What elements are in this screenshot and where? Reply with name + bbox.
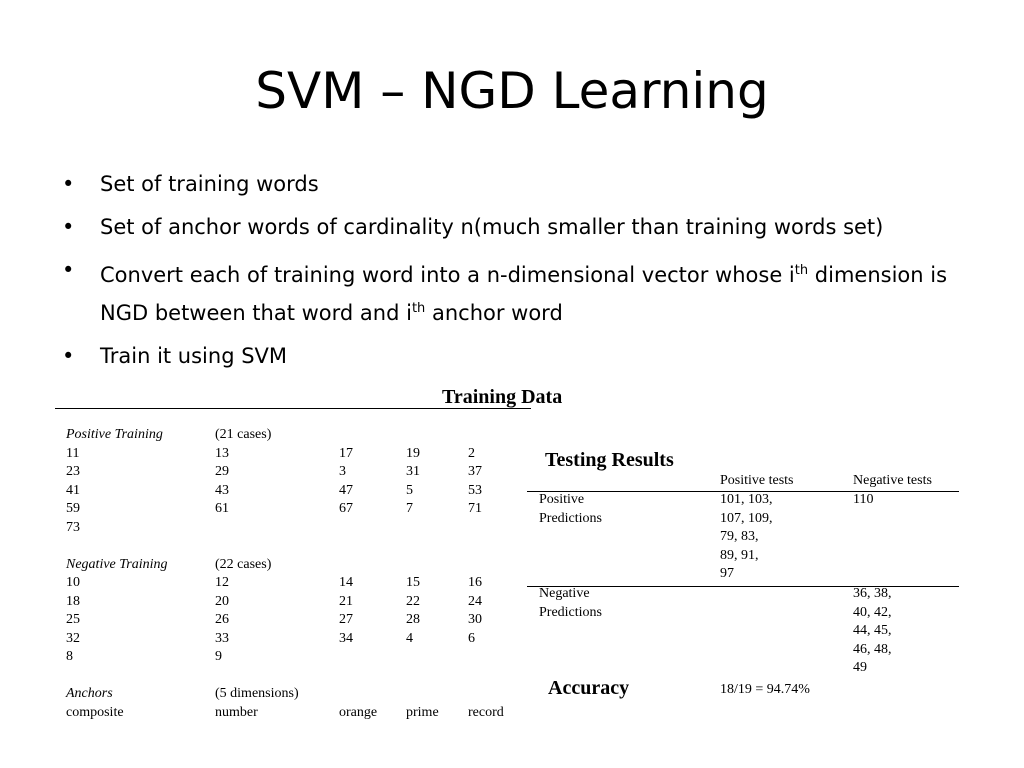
training-data-cell: 23 — [66, 464, 80, 479]
training-data-cell: 43 — [215, 482, 229, 498]
cell-line: 79, 83, — [720, 529, 759, 544]
bullet-text: Set of anchor words of cardinality n(much smaller than training words set) — [100, 215, 884, 239]
training-data-cell: 9 — [215, 649, 222, 664]
positive-predictions-label — [539, 491, 602, 528]
bullet-glyph: • — [62, 215, 75, 239]
negative-predictions-negative-tests — [853, 585, 892, 678]
training-data-cell: record — [468, 704, 504, 720]
cell-line: 101, 103, — [720, 492, 773, 507]
training-data-cell: 8 — [66, 649, 73, 664]
training-data-title: Training Data — [442, 386, 563, 408]
cell-line: 46, 48, — [853, 641, 892, 657]
training-data-cell: 30 — [468, 612, 482, 627]
training-data-cell: 67 — [339, 501, 353, 516]
training-data-cell: Anchors — [66, 686, 113, 701]
training-data-cell: composite — [66, 704, 124, 720]
training-data-cell: 13 — [215, 445, 229, 461]
cell-line: Predictions — [539, 604, 602, 620]
bullet-text: Train it using SVM — [100, 344, 288, 368]
training-data-cell: 24 — [468, 593, 482, 609]
training-data-cell: 14 — [339, 575, 353, 590]
training-data-cell: Positive Training — [66, 427, 163, 442]
bullet-glyph: • — [62, 172, 75, 196]
cell-line: 110 — [853, 492, 874, 507]
training-data-cell: 5 — [406, 482, 413, 498]
accuracy-label: Accuracy — [548, 677, 630, 699]
training-data-cell: Negative Training — [66, 556, 168, 572]
training-data-cell: 17 — [339, 445, 353, 461]
training-data-cell: 59 — [66, 501, 80, 516]
training-data-cell: 11 — [66, 445, 80, 461]
training-data-cell: (22 cases) — [215, 556, 272, 572]
training-data-cell: 33 — [215, 630, 229, 646]
training-data-cell: 15 — [406, 575, 420, 590]
training-data-cell: orange — [339, 704, 378, 720]
bullet-item — [62, 211, 992, 244]
training-data-cell: 22 — [406, 593, 420, 609]
bullet-item — [62, 254, 992, 330]
bullet-text: Set of training words — [100, 172, 319, 196]
training-data-cell: 3 — [339, 464, 346, 479]
training-data-cell: (5 dimensions) — [215, 686, 299, 701]
training-data-cell: 28 — [406, 612, 420, 627]
cell-line: 89, 91, — [720, 547, 759, 563]
training-data-cell: 32 — [66, 630, 80, 646]
training-data-cell: 27 — [339, 612, 353, 627]
cell-line: 44, 45, — [853, 623, 892, 638]
cell-line: 36, 38, — [853, 586, 892, 601]
bullet-text: Convert each of training word into a n-dimensional vector whose $i^{th}$ dimension is NGD between that word and $i^{th}$ anchor word — [100, 263, 948, 325]
slide-title: SVM – NGD Learning — [255, 62, 769, 120]
training-data-cell: (21 cases) — [215, 427, 272, 442]
training-data-cell: 53 — [468, 482, 482, 498]
training-data-cell: 19 — [406, 445, 420, 461]
training-data-cell: 73 — [66, 519, 80, 535]
positive-predictions-negative-tests — [853, 491, 873, 510]
training-data-cell: 7 — [406, 501, 413, 516]
training-data-cell: 2 — [468, 445, 475, 461]
cell-line: 49 — [853, 660, 867, 675]
training-data-cell: prime — [406, 704, 439, 720]
cell-line: 97 — [720, 566, 734, 581]
cell-line: Negative — [539, 586, 590, 601]
accuracy-value: 18/19 = 94.74% — [720, 682, 810, 697]
bullet-item — [62, 168, 992, 201]
col-header-positive-tests: Positive tests — [720, 473, 794, 488]
bullet-list — [62, 168, 992, 383]
training-data-cell: 12 — [215, 575, 229, 590]
training-data-cell: 4 — [406, 630, 413, 646]
col-header-negative-tests: Negative tests — [853, 473, 932, 488]
training-data-cell: 20 — [215, 593, 229, 609]
cell-line: 40, 42, — [853, 604, 892, 620]
cell-line: 107, 109, — [720, 510, 773, 526]
training-data-cell: 29 — [215, 464, 229, 479]
training-data-cell: 16 — [468, 575, 482, 590]
testing-results-title: Testing Results — [545, 449, 674, 471]
training-data-cell: 26 — [215, 612, 229, 627]
bullet-item — [62, 340, 992, 373]
training-data-cell: 21 — [339, 593, 353, 609]
training-data-cell: 37 — [468, 464, 482, 479]
training-data-cell: 31 — [406, 464, 420, 479]
training-data-cell: 41 — [66, 482, 80, 498]
bullet-glyph: • — [62, 344, 75, 368]
bullet-glyph: • — [62, 258, 75, 282]
training-data-cell: 61 — [215, 501, 229, 516]
training-data-cell: 10 — [66, 575, 80, 590]
training-data-cell: 71 — [468, 501, 482, 516]
training-data-cell: 34 — [339, 630, 353, 646]
cell-line: Positive — [539, 492, 585, 507]
training-data-cell: 6 — [468, 630, 475, 646]
training-data-cell: 25 — [66, 612, 80, 627]
cell-line: Predictions — [539, 510, 602, 526]
training-data-rule — [55, 408, 531, 409]
positive-predictions-positive-tests — [720, 491, 773, 584]
training-data-cell: 18 — [66, 593, 80, 609]
negative-predictions-label — [539, 585, 602, 622]
training-data-cell: 47 — [339, 482, 353, 498]
training-data-cell: number — [215, 704, 258, 720]
